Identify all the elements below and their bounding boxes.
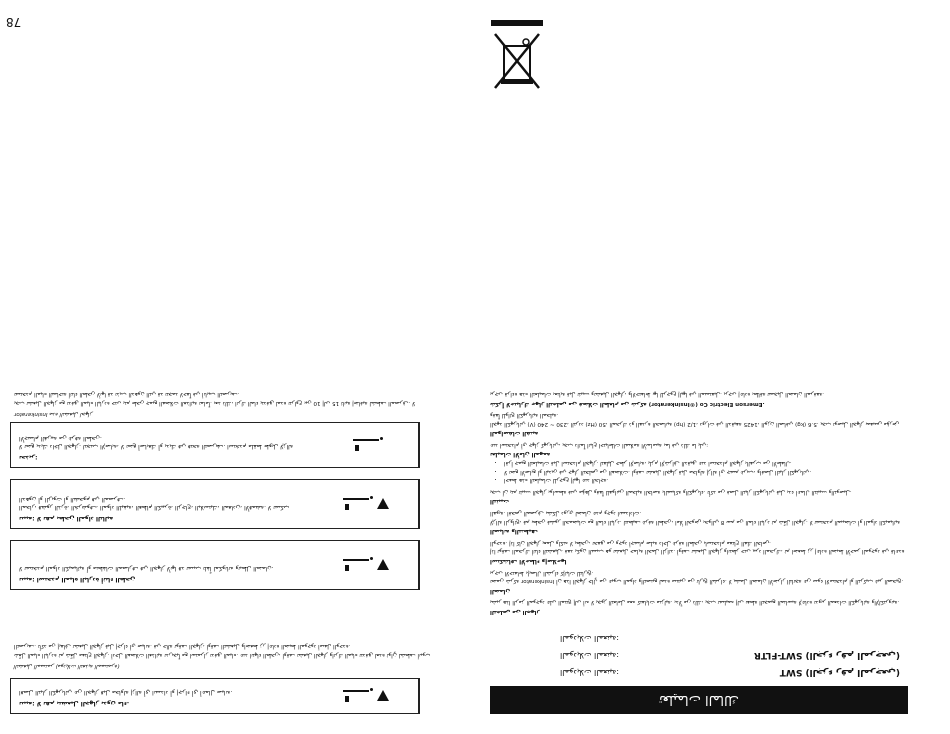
crossed-bin-icon: [491, 20, 543, 92]
info-box-4-text: [11, 679, 314, 713]
model-row: [560, 647, 900, 664]
info-box-3-title: تنبيه: استخدم المياه الباردة أثناء الطحن: [19, 576, 136, 583]
section-text: تضمن شركة Insinkerator أن هذا الجهاز خالٍ من عيوب المواد والتصنيع لمدة سنتين من تاريخ الشراء. لا يشمل الضمان الأضرار الناتجة عن سوء الاستخدام أو التركيب غير الصحيح. يرجى الاحتفاظ بإيصال الشراء كإثبات للتاريخ.: [490, 569, 904, 585]
info-box-4-body: افصل التيار الكهربائي عن الجهاز قبل محاولة إزالة أي انسداد أو إجراء أي أعمال صيانة.: [19, 689, 233, 697]
info-box-1-title: تحذير:: [19, 454, 38, 461]
info-box-3-icon-cell: [314, 541, 419, 589]
model-label: الموديلات المعنية:: [560, 651, 620, 660]
faucet-icon: [353, 439, 379, 451]
section-safety: [490, 440, 908, 458]
model-label: الموديلات المعنية:: [560, 634, 620, 643]
section-text: عند استخدام أي جهاز كهربائي، يجب دائماً اتباع احتياطات السلامة الأساسية بما في ذلك ما يلي:: [490, 441, 709, 448]
faucet-icon: [343, 498, 369, 510]
section-heading: التخلص من الجهاز: [490, 609, 540, 615]
models-list: [560, 630, 900, 681]
info-box-2-title: تنبيه: لا تقم بطحن المواد التالية: [19, 515, 114, 522]
section-intro: [490, 389, 908, 407]
left-intro-heading: Insinkerator مدة التشغيل لجهاز: [14, 411, 93, 417]
section-troubleshooting: [490, 538, 908, 565]
model-row: [560, 630, 900, 647]
section-heading: التثبيت: [490, 498, 510, 505]
section-heading: الصيانة والتنظيف: [490, 528, 538, 535]
section-text: لإزالة الروائح، قم بطحن قشور الحمضيات مع الماء البارد. لتنظيف غرفة الطحن، املأ الحوض بحوالي 8 سم من الماء البارد ثم شغّل الجهاز. لا تستخدم المبيضات أو المواد الكيميائية القوية. افحص المصرف بشكل دوري لضمان عدم وجود انسدادات.: [490, 510, 901, 525]
section-warranty: [490, 568, 908, 595]
left-lower-text: شغّل المياه الباردة ثم شغّل مفتاح الجهاز. أدخل الفضلات الغذائية تدريجياً مع استمرار تدفق المياه. عند انتهاء الطحن، أوقف تشغيل الجهاز واترك المياه تتدفق لعدة ثوانٍ لشطف أنبوب التصريف. تأكد من إيقاف تشغيل الجهاز قبل إجراء أي صيانة. في حالة توقف الجهاز، أوقف التشغيل واضغط زر إعادة الضبط الموجود أسفل الوحدة.: [14, 643, 431, 658]
list-item: • اقرأ جميع التعليمات قبل استخدام الجهاز. لتقليل خطر الإصابة، يلزم الإشراف الدقيق عند استخدام الجهاز بالقرب من الأطفال.: [504, 459, 908, 468]
right-body-text: [490, 96, 908, 616]
section-text: يجب أن يتم تثبيت الجهاز بواسطة فني مؤهل وفقاً للقوانين المحلية الخاصة بالسباكة والكهرباء. تأكد من فصل التيار الكهربائي قبل بدء أعمال التثبيت والتوصيل.: [490, 488, 852, 495]
section-text: إذا توقف المحرك أثناء التشغيل، فقد يكون السبب هو تشغيل حماية الحمل الزائد. أوقف تشغيل الجهاز وانتظر حتى يبرد المحرك، ثم اضغط زر إعادة الضبط الأحمر الموجود في قاعدة الوحدة. إذا كان الجهاز يعمل ولكنه لا يطحن، تحقق من وجود أجسام صلبة داخل غرفة الطحن باستخدام مفتاح الفك الخاص.: [490, 539, 905, 555]
section-text: الجهد الكهربائي (V) 230 ~ 240، التردد (Hz) 50، المحرك ذو القدرة الحصانية (hp) 1/2، دورات في الدقيقة 1425، الوزن الصافي (kg) 5.6. يجب توصيل الجهاز بمقبس مؤرض وفقاً للوائح الكهربائية المحلية.: [490, 412, 899, 427]
section-disposal: [490, 598, 908, 616]
info-box-3: [10, 540, 420, 590]
section-heading: استكشاف الأخطاء وإصلاحها: [490, 558, 567, 565]
info-box-1-text: [11, 423, 314, 467]
info-box-3-body: لا تستخدم المواد الكيميائية أو منظفات المصارف في الجهاز لأنها قد تسبب تلفاً لمكوناته وتبطل الضمان.: [19, 565, 274, 573]
faucet-icon: [343, 690, 369, 702]
section-text: يرجى قراءة هذه التعليمات بعناية قبل تثبيت وتشغيل الجهاز، والاحتفاظ بها للرجوع إليها في المستقبل. يرجى إعادة بطاقة تسجيل الضمان المرفقة.: [490, 390, 824, 397]
section-text: يشير هذا الرمز الموجود على المنتج إلى أنه لا يجوز التعامل معه كنفايات منزلية. بدلاً من ذلك، يجب تسليمه إلى نقطة التجميع المناسبة لإعادة تدوير المعدات الكهربائية والإلكترونية.: [490, 599, 900, 606]
section-heading: الضمان: [490, 587, 511, 594]
section-heading: المواصفات الفنية: [490, 430, 539, 437]
left-intro-paragraph: [14, 338, 434, 418]
page-number: 78: [6, 15, 22, 29]
section-specs: [490, 411, 908, 438]
model-code: SWT (الجزء رقم المرجعي): [779, 667, 900, 678]
warning-icon: [377, 499, 389, 510]
model-label: الموديلات المعنية:: [560, 668, 620, 677]
warning-icon: [377, 691, 389, 702]
safety-list: [490, 459, 908, 485]
info-box-2-icon-cell: [314, 480, 419, 528]
info-box-2: [10, 479, 420, 529]
info-box-3-text: [11, 541, 314, 589]
left-lower-paragraph: [14, 600, 434, 670]
info-box-4-icon-cell: [314, 679, 419, 713]
left-intro-text: يجب تشغيل الجهاز مع تدفق المياه الباردة حتى يتم طحن جميع الفضلات الغذائية تماماً. بعد ذلك، اترك الماء يتدفق لمدة تتراوح بين 10 إلى 15 ثانية إضافية لشطف المصرف. لا تستخدم المياه الساخنة أثناء الطحن لأنها قد تذيب الدهون التي قد تتجمد لاحقاً في أنابيب التصريف.: [14, 391, 416, 406]
faucet-icon: [343, 559, 369, 571]
page-title: تعليمات المالك: [490, 686, 908, 714]
info-box-1-body: لا تضع يديك داخل الجهاز. لتجنب الإصابة، لا تضع أصابعك أو يديك في فتحة التصريف. استخدم ملقط طويل لإزالة الأجسام الغريبة من غرفة الطحن.: [19, 435, 294, 451]
info-box-2-body: المحار، قشور الذرة، الخرشوف، المواد الليفية، العظام الكبيرة، الزجاج، البلاستيك، المعادن، الأقمشة. لا تسكب الدهون أو الزيوت أو الشحوم في المصرف.: [19, 496, 290, 512]
section-heading: تعليمات الأمان المهمة: [490, 451, 551, 458]
info-box-1-icon-cell: [314, 423, 419, 467]
section-installation: [490, 487, 908, 505]
warning-icon: [377, 560, 389, 571]
model-code: SWT-FLTR (الجزء رقم المرجعي): [753, 650, 900, 661]
info-box-4-title: تنبيه: لا تقم بتشغيل الجهاز بدون ماء.: [19, 700, 130, 707]
info-box-1: [10, 422, 420, 468]
info-box-2-text: [11, 480, 314, 528]
left-lower-heading: التشغيل المستمر (موديلات التغذية المستمرة): [14, 663, 120, 669]
model-row: [560, 664, 900, 681]
section-safety-bullets: [490, 459, 908, 485]
list-item: • لا تضع الأصابع أو اليدين في جهاز التخلص من الفضلات. أوقف تشغيل الجهاز قبل محاولة إزالة أي جسم غريب، وافصل التيار الكهربائي.: [504, 467, 908, 476]
section-maintenance: [490, 508, 908, 535]
info-box-4: [10, 678, 420, 714]
section-heading: شكراً لاختيارك جهاز التخلص من فضلات الطعام من شركة (Insinkerator®) Emerson Electric Co.: [490, 400, 765, 407]
list-item: • احفظ هذه التعليمات للرجوع إليها عند الحاجة.: [504, 476, 908, 485]
